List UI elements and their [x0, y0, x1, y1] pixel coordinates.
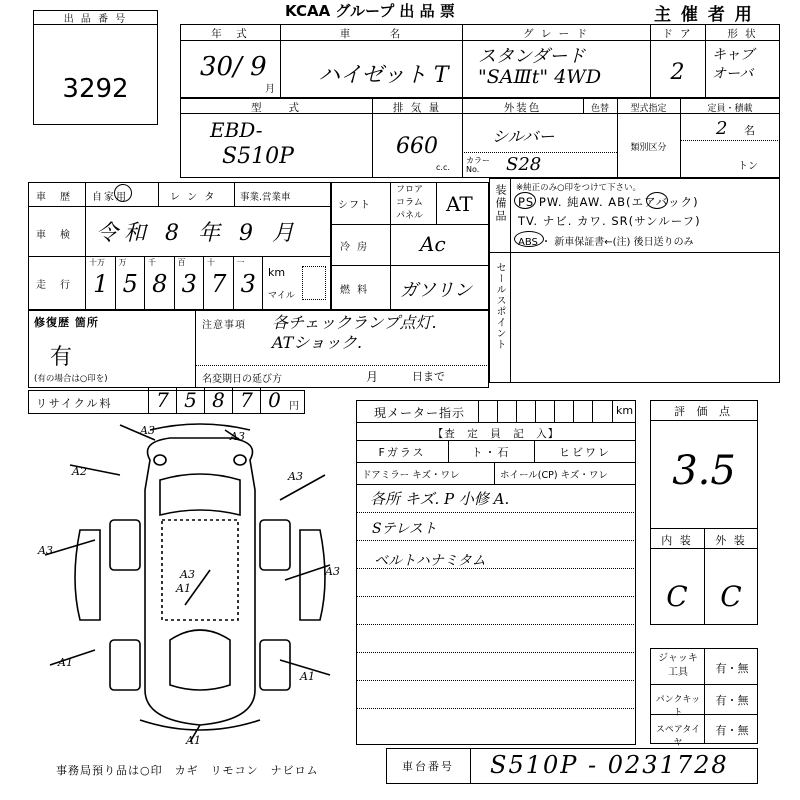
meter-cell-divider: [535, 400, 536, 422]
inspection-value: 令和 8 年 9 月: [96, 221, 300, 246]
year-value: 30/ 9: [200, 52, 267, 82]
mileage-digit-label: 千: [148, 258, 156, 267]
damage-mark-3: A2: [72, 465, 87, 478]
deadline-label: 名変期日の延び方: [202, 374, 282, 385]
mile-checkbox[interactable]: [302, 266, 326, 300]
form-header-title: KCAA グループ 出 品 票: [285, 2, 455, 20]
abs-circle: [514, 231, 544, 247]
class-label: 類別区分: [630, 143, 667, 153]
office-note: 事務局預り品は○印 カギ リモコン ナビロム: [56, 764, 319, 777]
jack-label: ジャッキ 工具: [658, 653, 698, 678]
mileage-unit-mile: マイル: [268, 291, 295, 301]
type-spec-label: 型式指定: [630, 104, 667, 114]
equipment-line1: PS PW. 純AW. AB(エアバック): [518, 195, 699, 209]
lot-number-box: [33, 10, 158, 125]
repair-note: (有の場合は○印を): [34, 374, 108, 384]
mileage-digit-cell: [86, 256, 116, 310]
wheel-label: ホイール(CP) キズ・ワレ: [500, 470, 608, 481]
month-unit: 月: [265, 84, 275, 95]
color-no-value: S28: [506, 154, 542, 175]
memo-line3: ベルトハナミタム: [374, 553, 486, 569]
grade-line2: "SAⅢt" 4WD: [478, 66, 602, 88]
shift-option-floor: フロア: [396, 185, 424, 195]
equipment-line2: TV. ナビ. カワ. SR(サンルーフ): [518, 214, 701, 228]
stone-label: ト・石: [471, 446, 511, 459]
capacity-unit: 名: [744, 124, 755, 137]
recycle-digit: 7: [232, 388, 260, 414]
chassis-value: S510P - 0231728: [490, 751, 729, 779]
fuel-label: 燃 料: [340, 285, 370, 296]
recycle-digit: 8: [204, 388, 232, 414]
damage-mark-6: A3: [325, 565, 340, 578]
model-label: 型 式: [251, 102, 301, 114]
interior-value: C: [666, 580, 688, 613]
mileage-digit-value: 1: [93, 270, 109, 298]
inspection-label: 車 検: [36, 230, 72, 241]
shape-label: 形 状: [727, 28, 758, 40]
meter-cell-divider: [497, 400, 498, 422]
displacement-unit: c.c.: [436, 163, 450, 172]
meter-label: 現メーター指示: [374, 406, 466, 420]
puncture-kit-label: パンクキット: [655, 695, 701, 718]
lot-number-value: 3292: [62, 74, 129, 104]
recycle-digit: 7: [148, 388, 176, 414]
mileage-digit-cell: [175, 256, 205, 310]
shape-value: キャブ オーバ: [712, 47, 754, 82]
recycle-label: リサイクル料: [36, 397, 113, 410]
load-unit: トン: [738, 161, 758, 172]
meter-unit: km: [616, 404, 634, 417]
memo-rule: [356, 512, 636, 513]
notes-line1: 各チェックランプ点灯.: [272, 313, 437, 332]
equipment-line3: ABS ・ 新車保証書←(注) 後日送りのみ: [518, 237, 694, 248]
meter-cell-divider: [554, 400, 555, 422]
door-value: 2: [670, 60, 685, 85]
damage-mark-5: A3: [288, 470, 303, 483]
interior-label: 内 装: [661, 534, 693, 547]
mileage-digit-cell: [145, 256, 175, 310]
mileage-digit-cell: [204, 256, 234, 310]
displacement-value: 660: [396, 134, 438, 159]
mileage-digit-label: 一: [236, 258, 245, 267]
jack-value[interactable]: 有・無: [715, 662, 749, 675]
car-name-value: ハイゼット T: [318, 63, 449, 88]
sales-point-label: セールスポイント: [494, 262, 505, 350]
shift-option-column: コラム: [396, 198, 423, 208]
grade-line1: スタンダード: [478, 46, 586, 67]
deadline-month: 月: [366, 370, 379, 384]
notes-line2: ATショック.: [272, 333, 363, 352]
exterior-label: 外 装: [715, 534, 747, 547]
meter-cell-divider: [478, 400, 479, 422]
mirror-label: ドアミラー キズ・ワレ: [362, 470, 460, 481]
model-line1: EBD-: [210, 118, 263, 142]
crack-label: ヒビワレ: [559, 446, 611, 459]
front-glass-label: Fガラス: [378, 446, 426, 459]
mileage-digit-cell: [234, 256, 264, 310]
meter-cell-divider: [592, 400, 593, 422]
exterior-color-value: シルバー: [492, 127, 555, 146]
mileage-unit-km: km: [268, 266, 286, 279]
recycle-digit: 0: [260, 388, 288, 414]
memo-rule: [356, 708, 636, 709]
mileage-digit-value: 8: [152, 270, 168, 298]
recycle-digit: 5: [176, 388, 204, 414]
deadline-day: 日まで: [412, 370, 445, 383]
damage-mark-8: A3: [180, 568, 195, 581]
color-change-label: 色替: [590, 104, 609, 114]
memo-rule: [356, 540, 636, 541]
score-value: 3.5: [672, 448, 736, 494]
chassis-label: 車台番号: [402, 760, 454, 773]
history-label: 車 歴: [36, 192, 72, 203]
mileage-digit-value: 7: [211, 270, 227, 298]
history-selected-circle: [114, 184, 132, 202]
memo-rule: [356, 624, 636, 625]
equipment-note: ※純正のみ○印をつけて下さい。: [516, 183, 642, 193]
door-label: ド ア: [662, 28, 693, 40]
memo-line2: Sテレスト: [372, 521, 437, 537]
year-label: 年 式: [211, 28, 249, 40]
mileage-digit-label: 百: [177, 258, 186, 267]
lot-number-label: 出 品 番 号: [63, 14, 128, 25]
exterior-value: C: [720, 580, 742, 613]
mileage-digit-label: 十: [207, 258, 215, 267]
shift-option-panel: パネル: [396, 211, 424, 221]
repair-label: 修復歴 箇所: [34, 316, 99, 329]
inspector-header: 【査 定 員 記 入】: [432, 428, 560, 440]
exterior-color-label: 外装色: [503, 102, 542, 114]
mileage-digit-label: 万: [118, 258, 127, 267]
fuel-value: ガソリン: [400, 280, 472, 301]
damage-mark-4: A3: [38, 544, 53, 557]
displacement-label: 排 気 量: [392, 102, 442, 114]
memo-rule: [356, 652, 636, 653]
notes-label: 注意事項: [202, 320, 246, 331]
history-option-rental: レ ン タ: [170, 192, 217, 203]
aircon-label: 冷 房: [340, 242, 370, 253]
shift-label: シフト: [338, 200, 371, 211]
grade-label: グ レ ー ド: [522, 28, 589, 40]
mileage-label: 走 行: [36, 280, 72, 291]
spare-tire-value[interactable]: 有・無: [715, 724, 749, 737]
mileage-digit-label: 十万: [89, 258, 105, 267]
mileage-digit-value: 3: [240, 270, 256, 298]
mileage-digit-cell: [116, 256, 146, 310]
capacity-value: 2: [716, 118, 728, 139]
spare-tire-label: スペアタイヤ: [655, 725, 701, 748]
repair-value: 有: [50, 345, 73, 370]
memo-rule: [356, 680, 636, 681]
car-name-label: 車 名: [339, 28, 403, 40]
shift-value: AT: [446, 192, 473, 216]
aircon-value: Ac: [420, 232, 446, 256]
model-line2: S510P: [222, 144, 294, 169]
memo-line1: 各所 キズ. P 小修 A.: [370, 490, 510, 508]
recycle-unit: 円: [289, 401, 299, 412]
damage-mark-1: A3: [140, 424, 155, 437]
vehicle-damage-diagram: [40, 420, 360, 750]
memo-rule: [356, 596, 636, 597]
mileage-digit-value: 3: [181, 270, 197, 298]
history-option-private: 自家用: [92, 192, 128, 203]
equipment-label: 装備品: [494, 184, 507, 223]
puncture-kit-value[interactable]: 有・無: [715, 694, 749, 707]
score-label: 評 価 点: [674, 405, 734, 418]
damage-mark-7: A1: [176, 582, 191, 595]
mileage-digit-value: 5: [122, 270, 138, 298]
meter-cell-divider: [573, 400, 574, 422]
damage-mark-10: A1: [300, 670, 315, 683]
history-option-business: 事業.営業車: [240, 192, 291, 203]
damage-mark-11: A1: [186, 734, 201, 747]
ps-circle: [514, 192, 536, 209]
color-no-label: カラー No.: [466, 156, 490, 174]
capacity-label: 定員・積載: [707, 104, 753, 114]
organizer-label: 主 催 者 用: [654, 5, 754, 25]
meter-cell-divider: [516, 400, 517, 422]
damage-mark-9: A1: [58, 656, 73, 669]
ab-circle: [646, 192, 668, 209]
damage-mark-2: A3: [230, 430, 245, 443]
